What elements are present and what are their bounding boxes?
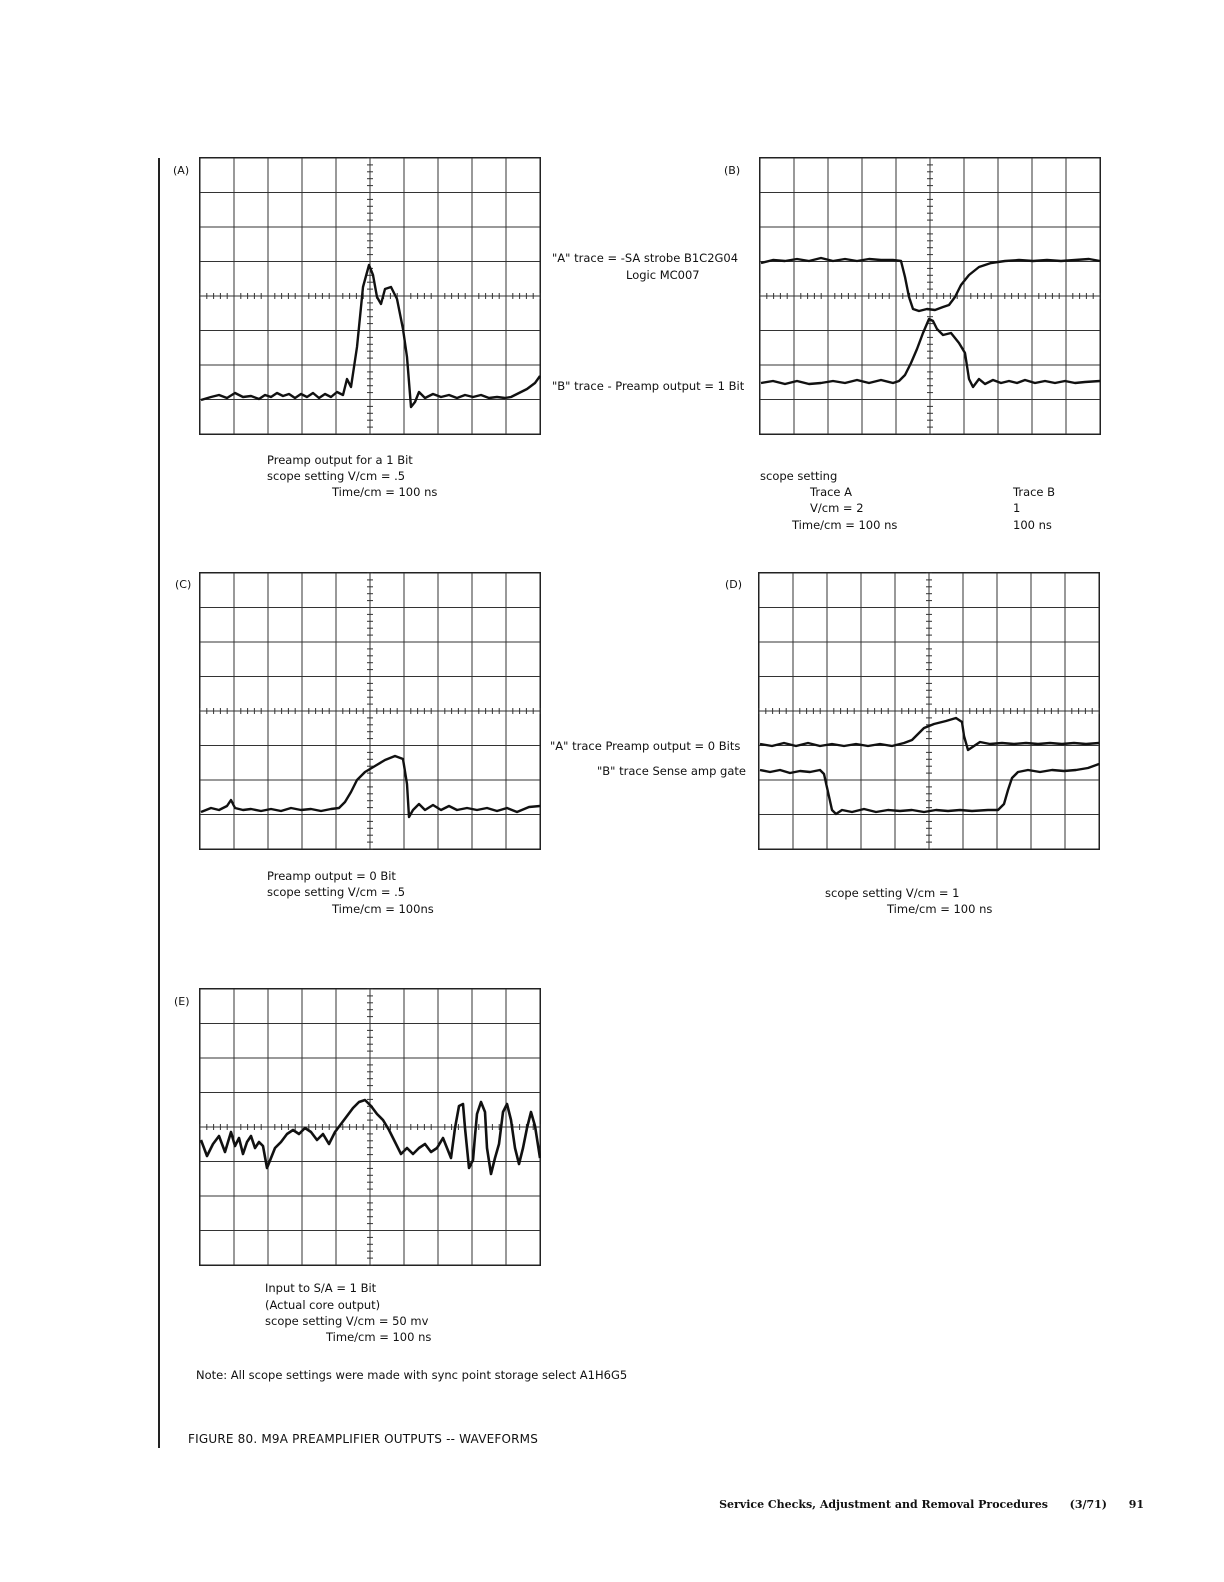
- panel-b-vcm-trace-a: V/cm = 2: [810, 501, 864, 515]
- panel-c-caption-line-1: Preamp output = 0 Bit: [267, 869, 396, 883]
- panel-d-trace-b-label: "B" trace Sense amp gate: [597, 764, 746, 778]
- oscilloscope-panel-e: [199, 988, 541, 1266]
- panel-a-caption-line-2: scope setting V/cm = .5: [267, 469, 406, 483]
- panel-a-letter: (A): [173, 164, 190, 177]
- figure-caption: FIGURE 80. M9A PREAMPLIFIER OUTPUTS -- WAVEFORMS: [188, 1432, 539, 1446]
- panel-a-caption-line-3: Time/cm = 100 ns: [332, 485, 438, 499]
- panel-e-caption-line-2: (Actual core output): [265, 1298, 381, 1312]
- graticule-d: [758, 572, 1100, 850]
- footer-text: Service Checks, Adjustment and Removal Procedures: [719, 1498, 1048, 1511]
- graticule-b: [759, 157, 1101, 435]
- panel-e-caption-line-4: Time/cm = 100 ns: [326, 1330, 432, 1344]
- panel-e-caption-line-1: Input to S/A = 1 Bit: [265, 1281, 377, 1295]
- panel-d-caption-line-1: scope setting V/cm = 1: [825, 886, 960, 900]
- panel-b-time-trace-a: Time/cm = 100 ns: [792, 518, 898, 532]
- footer-date: (3/71): [1069, 1498, 1107, 1511]
- page-footer: [719, 1498, 1144, 1511]
- panel-b-trace-a-label-line-2: Logic MC007: [626, 268, 700, 282]
- panel-d-letter: (D): [725, 578, 743, 591]
- panel-c-letter: (C): [175, 578, 192, 591]
- panel-e-letter: (E): [174, 995, 190, 1008]
- panel-e-caption-line-3: scope setting V/cm = 50 mv: [265, 1314, 429, 1328]
- oscilloscope-panel-c: [199, 572, 541, 850]
- panel-d-trace-a-label: "A" trace Preamp output = 0 Bits: [550, 739, 741, 753]
- page-number: 91: [1128, 1498, 1144, 1511]
- graticule-a: [199, 157, 541, 435]
- panel-d-caption-line-2: Time/cm = 100 ns: [887, 902, 993, 916]
- graticule-e: [199, 988, 541, 1266]
- panel-b-scope-setting-heading: scope setting: [760, 469, 838, 483]
- panel-c-caption-line-2: scope setting V/cm = .5: [267, 885, 406, 899]
- panel-b-letter: (B): [724, 164, 741, 177]
- oscilloscope-panel-d: [758, 572, 1100, 850]
- oscilloscope-panel-b: [759, 157, 1101, 435]
- panel-c-caption-line-3: Time/cm = 100ns: [332, 902, 434, 916]
- panel-b-vcm-trace-b: 1: [1013, 501, 1021, 515]
- scope-settings-note: Note: All scope settings were made with sync point storage select A1H6G5: [196, 1368, 628, 1382]
- margin-rule: [158, 158, 160, 1448]
- graticule-c: [199, 572, 541, 850]
- panel-b-trace-b-label: "B" trace - Preamp output = 1 Bit: [552, 379, 745, 393]
- panel-b-trace-a-label-line-1: "A" trace = -SA strobe B1C2G04: [552, 251, 739, 265]
- oscilloscope-panel-a: [199, 157, 541, 435]
- panel-b-time-trace-b: 100 ns: [1013, 518, 1052, 532]
- panel-b-trace-b-header: Trace B: [1013, 485, 1056, 499]
- panel-a-caption-line-1: Preamp output for a 1 Bit: [267, 453, 413, 467]
- panel-b-trace-a-header: Trace A: [810, 485, 853, 499]
